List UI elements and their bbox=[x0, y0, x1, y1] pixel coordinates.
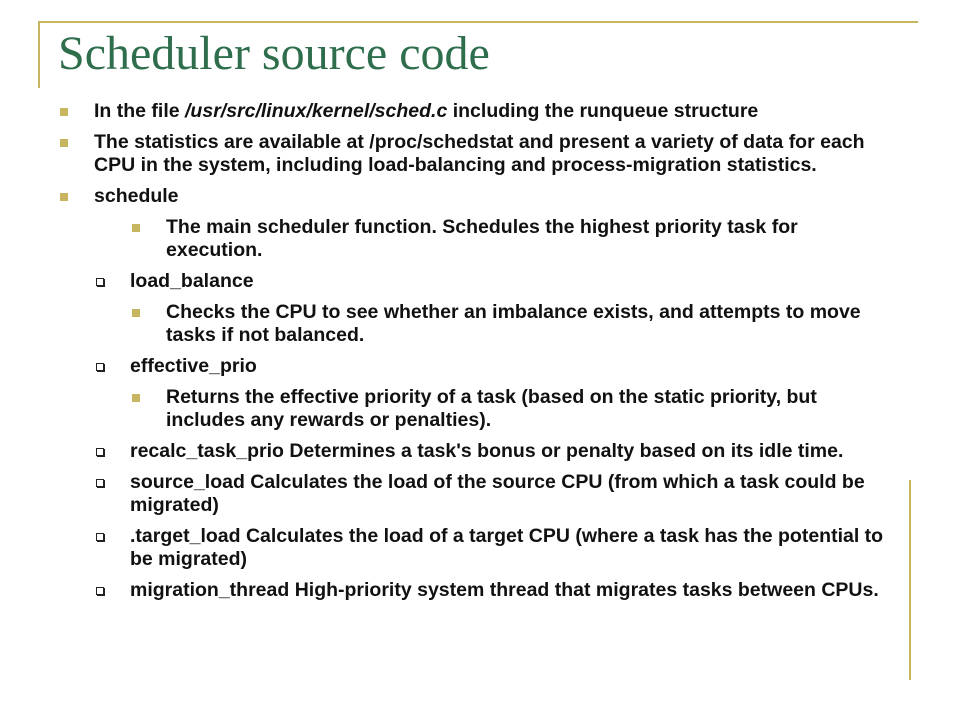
bullet-text: schedule bbox=[94, 185, 179, 207]
bullet-schedstat bbox=[0, 131, 894, 177]
square-bullet-icon bbox=[132, 309, 140, 317]
hollow-square-bullet-icon bbox=[96, 479, 104, 487]
bullet-text-path: /usr/src/linux/kernel/sched.c bbox=[185, 100, 448, 122]
bullet-recalc-task-prio bbox=[0, 440, 900, 463]
bullet-text: load_balance bbox=[130, 270, 254, 292]
bullet-text: migration_thread High-priority system thread that migrates tasks between CPUs. bbox=[130, 579, 879, 601]
bullet-text: The main scheduler function. Schedules the highest priority task for execution. bbox=[166, 216, 798, 261]
bullet-text: .target_load Calculates the load of a target CPU (where a task has the potential to be migrated) bbox=[130, 525, 884, 570]
bullet-text: The statistics are available at /proc/schedstat and present a variety of data for each CPU in the system, including load-balancing and process-migration statistics. bbox=[94, 131, 865, 176]
hollow-square-bullet-icon bbox=[96, 533, 104, 541]
square-bullet-icon bbox=[132, 394, 140, 402]
square-bullet-icon bbox=[60, 108, 68, 116]
bullet-text: effective_prio bbox=[130, 355, 257, 377]
bullet-source-load bbox=[0, 471, 900, 517]
bullet-text: source_load Calculates the load of the source CPU (from which a task could be migrated) bbox=[130, 471, 865, 516]
bullet-text-post: including the runqueue structure bbox=[447, 100, 759, 122]
slide-body bbox=[0, 100, 960, 610]
hollow-square-bullet-icon bbox=[96, 278, 104, 286]
hollow-square-bullet-icon bbox=[96, 448, 104, 456]
bullet-text: Checks the CPU to see whether an imbalance exists, and attempts to move tasks if not balanced. bbox=[166, 301, 861, 346]
hollow-square-bullet-icon bbox=[96, 587, 104, 595]
slide-title: Scheduler source code bbox=[58, 27, 490, 80]
bullet-load-balance-desc bbox=[0, 301, 896, 347]
square-bullet-icon bbox=[60, 193, 68, 201]
hollow-square-bullet-icon bbox=[96, 363, 104, 371]
bullet-text: recalc_task_prio Determines a task's bonus or penalty based on its idle time. bbox=[130, 440, 844, 462]
square-bullet-icon bbox=[132, 224, 140, 232]
square-bullet-icon bbox=[60, 139, 68, 147]
bullet-migration-thread bbox=[0, 579, 900, 602]
bullet-effective-prio bbox=[0, 355, 900, 378]
bullet-target-load bbox=[0, 525, 900, 571]
title-frame-horizontal bbox=[38, 21, 918, 23]
bullet-schedule bbox=[0, 185, 894, 208]
bullet-text-pre: In the file bbox=[94, 100, 186, 122]
bullet-load-balance bbox=[0, 270, 900, 293]
bullet-effective-prio-desc bbox=[0, 386, 896, 432]
bullet-text: Returns the effective priority of a task (based on the static priority, but includes any rewards or penalties). bbox=[166, 386, 817, 431]
bullet-sched-file bbox=[0, 100, 894, 123]
title-frame-vertical bbox=[38, 21, 40, 88]
bullet-schedule-desc bbox=[0, 216, 896, 262]
